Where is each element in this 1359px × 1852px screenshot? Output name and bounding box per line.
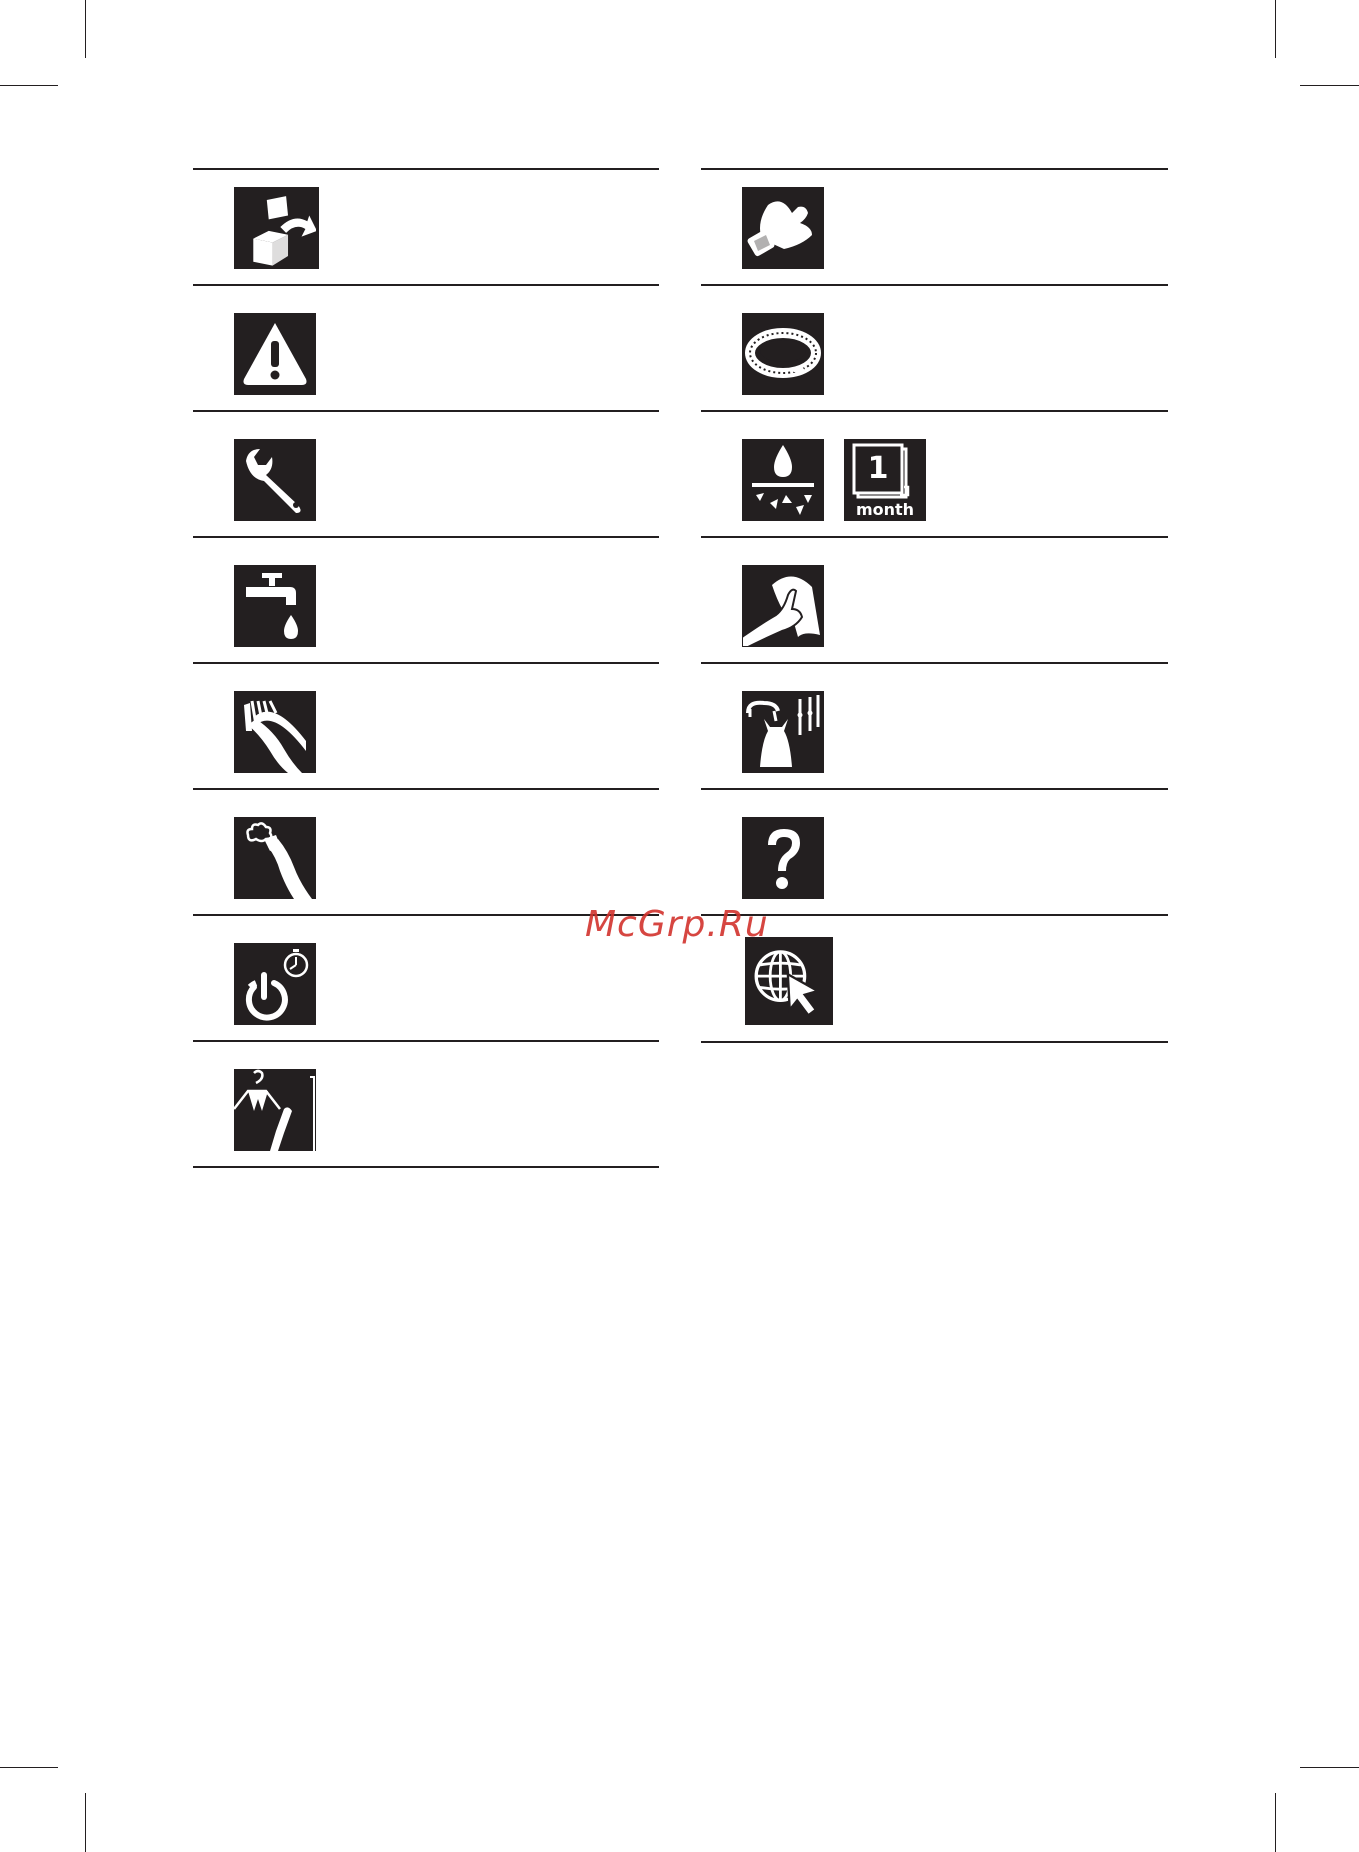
crop-mark — [0, 85, 58, 86]
row-divider — [193, 662, 659, 664]
crop-mark — [85, 0, 86, 58]
power-timer-icon — [234, 943, 316, 1025]
watermark: McGrp.Ru — [585, 904, 769, 945]
row-divider — [701, 410, 1168, 412]
glove-icon — [742, 187, 824, 269]
crop-mark — [1300, 1767, 1359, 1768]
row-divider — [193, 788, 659, 790]
row-divider — [701, 914, 1168, 916]
crop-mark — [1300, 85, 1359, 86]
row-divider — [701, 536, 1168, 538]
month-number: 1 — [867, 451, 889, 486]
row-divider — [193, 1040, 659, 1042]
row-divider — [193, 284, 659, 286]
row-divider — [701, 788, 1168, 790]
crop-mark — [0, 1767, 58, 1768]
row-divider — [701, 662, 1168, 664]
tap-water-icon — [234, 565, 316, 647]
web-globe-icon — [745, 937, 833, 1025]
wipe-cloth-icon — [742, 565, 824, 647]
row-divider — [701, 284, 1168, 286]
crop-mark — [1275, 0, 1276, 58]
row-divider — [193, 168, 659, 170]
row-divider — [193, 1166, 659, 1168]
row-divider — [193, 410, 659, 412]
hanger-garment-icon — [742, 691, 824, 773]
crop-mark — [85, 1793, 86, 1852]
row-divider — [701, 1041, 1168, 1043]
brush-ring-icon — [742, 313, 824, 395]
question-icon — [742, 817, 824, 899]
shirt-hanger-icon — [234, 1069, 316, 1151]
steam-release-icon — [234, 817, 316, 899]
warning-icon — [234, 313, 316, 395]
wrench-icon — [234, 439, 316, 521]
crop-mark — [1275, 1793, 1276, 1852]
month-label: month — [855, 500, 915, 519]
unpacking-icon — [234, 187, 319, 269]
descale-icon — [742, 439, 824, 521]
row-divider — [701, 168, 1168, 170]
steam-hose-icon — [234, 691, 316, 773]
month-badge — [844, 439, 926, 521]
row-divider — [193, 536, 659, 538]
